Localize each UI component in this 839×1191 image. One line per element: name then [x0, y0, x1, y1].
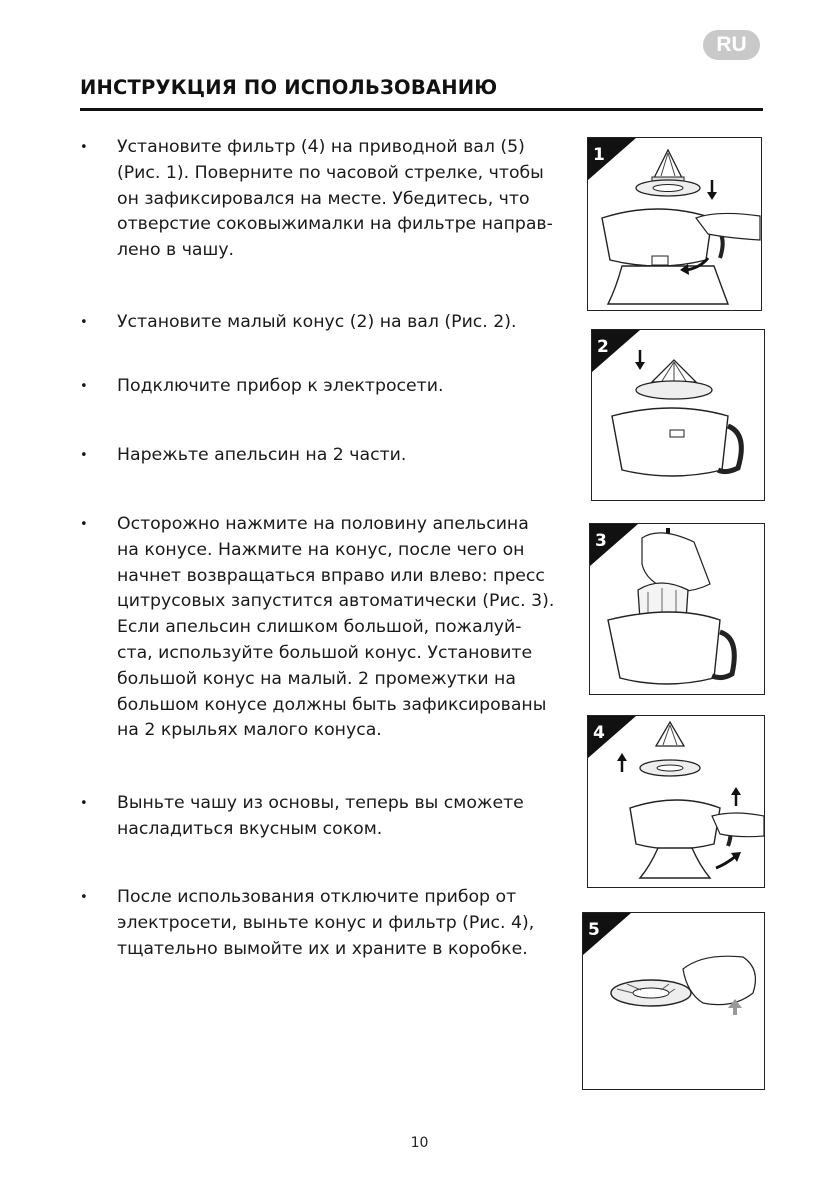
figure-number: 5 [588, 920, 600, 940]
bullet: • [80, 796, 88, 811]
step-line: начнет возвращаться вправо или влево: пресс [117, 565, 545, 586]
step-text [117, 791, 570, 843]
figure-number: 1 [593, 145, 605, 165]
step-text [117, 443, 570, 469]
figure-number: 3 [595, 531, 607, 551]
step-line: цитрусовых запустится автоматически (Рис. 3). [117, 591, 555, 612]
figure-1 [587, 137, 762, 311]
cone-install-icon [592, 330, 764, 500]
figure-2 [591, 329, 765, 501]
step-line: Установите малый конус (2) на вал (Рис. 2). [117, 312, 517, 332]
step-line: Установите фильтр (4) на приводной вал (5) [117, 137, 525, 157]
step-text [117, 310, 570, 336]
figure-number: 2 [597, 337, 609, 357]
bullet: • [80, 517, 88, 532]
juicer-assembly-icon [588, 138, 761, 310]
step-line: электросети, выньте конус и фильтр (Рис. 4), [117, 912, 535, 933]
step-line: Выньте чашу из основы, теперь вы сможете [117, 793, 524, 813]
step-line: на конусе. Нажмите на конус, после чего он [117, 539, 525, 560]
step-line: Подключите прибор к электросети. [117, 376, 444, 396]
step-line: (Рис. 1). Поверните по часовой стрелке, чтобы [117, 162, 544, 183]
language-badge: RU [703, 30, 760, 60]
bullet: • [80, 315, 88, 330]
step-line: большом конусе должны быть зафиксированы [117, 694, 547, 715]
bullet: • [80, 379, 88, 394]
step-line: тщательно вымойте их и храните в коробке. [117, 938, 528, 959]
step-text [117, 135, 570, 264]
title-divider [80, 108, 763, 111]
figure-5 [582, 912, 765, 1090]
step-line: на 2 крыльях малого конуса. [117, 720, 382, 741]
filter-removal-icon [583, 913, 764, 1089]
bullet: • [80, 890, 88, 905]
figure-3 [589, 523, 765, 695]
step-text [117, 374, 570, 400]
step-line: отверстие соковыжималки на фильтре направ- [117, 214, 553, 235]
step-line: лено в чашу. [117, 240, 235, 261]
figure-number: 4 [593, 723, 605, 743]
bullet: • [80, 140, 88, 155]
page-number: 10 [410, 1135, 429, 1151]
page-title: ИНСТРУКЦИЯ ПО ИСПОЛЬЗОВАНИЮ [80, 76, 498, 99]
step-line: Нарежьте апельсин на 2 части. [117, 445, 407, 465]
press-orange-icon [590, 524, 764, 694]
step-line: он зафиксировался на месте. Убедитесь, что [117, 188, 530, 209]
figure-4 [587, 715, 765, 888]
bullet: • [80, 448, 88, 463]
step-text [117, 885, 570, 962]
step-line: большой конус на малый. 2 промежутки на [117, 668, 516, 689]
step-line: Осторожно нажмите на половину апельсина [117, 514, 529, 534]
step-text [117, 512, 570, 744]
step-line: После использования отключите прибор от [117, 887, 517, 907]
step-line: насладиться вкусным соком. [117, 818, 383, 839]
disassembly-icon [588, 716, 764, 887]
step-line: ста, используйте большой конус. Установите [117, 642, 533, 663]
step-line: Если апельсин слишком большой, пожалуй- [117, 617, 522, 638]
